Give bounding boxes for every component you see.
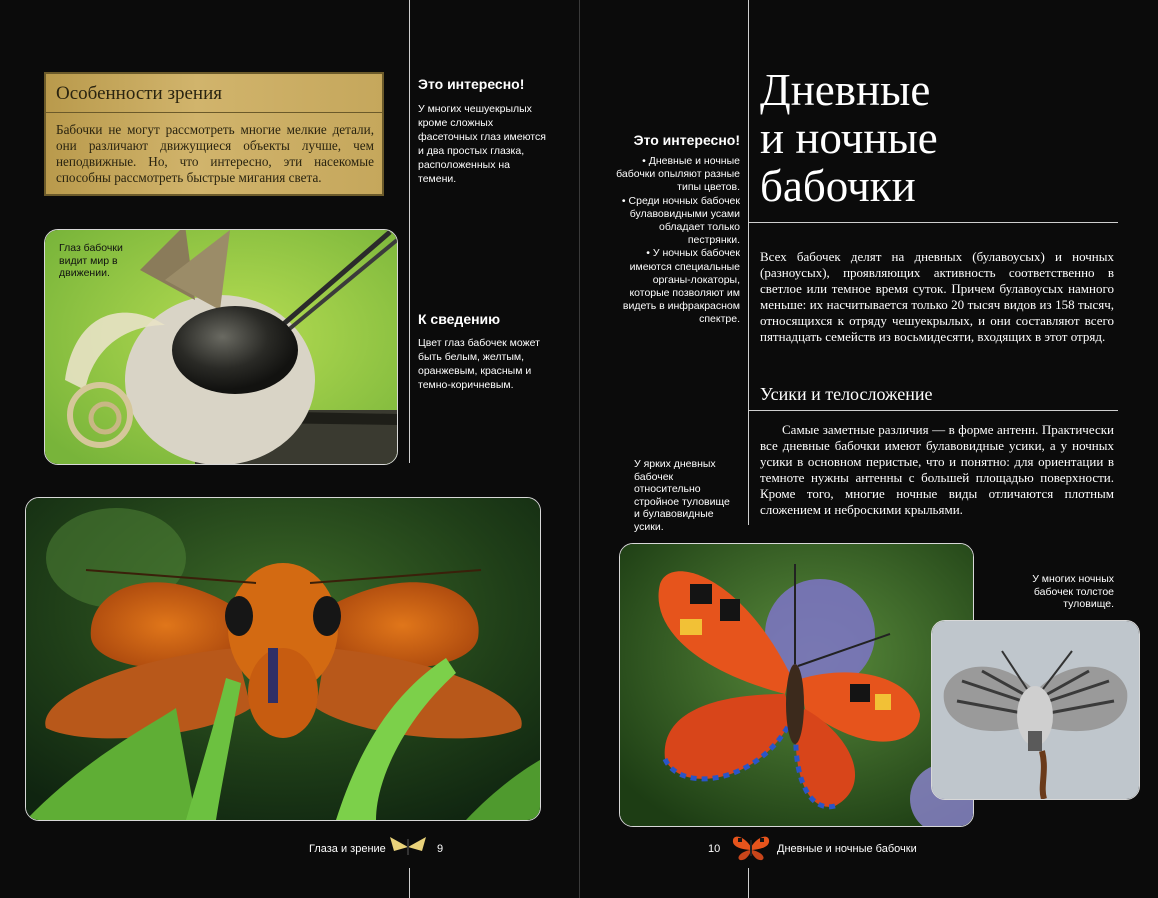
left-footer-title: Глаза и зрение: [309, 843, 386, 855]
subheading-underline: [748, 410, 1118, 411]
intro-paragraph: Всех бабочек делят на дневных (булавоусых) и ночных (разноусых), проявляющих активность соответственно в светлое или темное время суток. Причем булавоусых намного меньше: их насчитывается только 20 тысяч видов из 158 тысяч, относящихся к отряду чешуекрылых, и они составляют всего пятнадцать семейств из восьмидесяти, входящих в этот отряд.: [760, 249, 1114, 344]
spine-line-left: [579, 0, 580, 898]
right-footer-divider: [748, 868, 749, 898]
vision-box-rule: [46, 112, 382, 113]
tortoiseshell-photo: [619, 543, 974, 827]
tortoiseshell-icon: [730, 832, 772, 862]
left-info-heading: К сведению: [418, 311, 501, 327]
vision-box: [44, 72, 384, 196]
swallowtail-icon: [388, 833, 428, 861]
day-butterfly-caption: У ярких дневных бабочек относительно стройное туловище и булавовидные усики.: [634, 458, 730, 533]
vision-box-text: Бабочки не могут рассмотреть многие мелкие детали, они различают движущиеся объекты лучше, чем неподвижные. Но, что интересно, эти насекомые способны рассмотреть быстрые мигания света.: [56, 122, 374, 185]
night-moth-caption: У многих ночных бабочек толстое туловище.: [1032, 573, 1114, 610]
left-info: [418, 311, 540, 392]
body-paragraph: Самые заметные различия — в форме антенн. Практически все дневные бабочки имеют булавовидные усики, а у ночных усики в основном перистые, что и понятно: для ориентации в темноте нужны антенны с большей площадью поверхности. Кроме того, многие ночные виды отличаются плотным сложением и неброскими крыльями.: [760, 422, 1114, 517]
vision-box-title: Особенности зрения: [56, 83, 222, 104]
chapter-title: [760, 66, 938, 210]
chapter-title-line-3: бабочки: [760, 161, 916, 211]
right-title-divider: [748, 0, 749, 525]
right-page-number: 10: [708, 843, 721, 855]
left-info-text: Цвет глаз бабочек может быть белым, желтым, оранжевым, красным и темно-коричневым.: [418, 337, 540, 391]
left-page-divider: [409, 0, 410, 463]
right-footer-title: Дневные и ночные бабочки: [777, 843, 917, 855]
left-interesting-heading: Это интересно!: [418, 76, 525, 92]
moth-photo: [931, 620, 1140, 800]
left-interesting-text: У многих чешуекрылых кроме сложных фасеточных глаз имеются и два простых глазка, расположенных на темени.: [418, 103, 546, 185]
chapter-title-line-2: и ночные: [760, 113, 938, 163]
title-underline: [748, 222, 1118, 223]
orange-skipper-photo: [25, 497, 541, 821]
butterfly-eye-photo: [44, 229, 398, 465]
right-interesting-heading: Это интересно!: [633, 132, 740, 148]
list-item: • Среди ночных бабочек булавовидными усами обладает только пестрянки.: [621, 194, 740, 247]
left-interesting: [418, 76, 546, 186]
right-interesting-list: [612, 155, 740, 327]
chapter-title-line-1: Дневные: [760, 65, 931, 115]
right-interesting: [612, 132, 740, 327]
list-item: • У ночных бабочек имеются специальные органы-локаторы, которые позволяют им видеть в инфракрасном спектре.: [622, 247, 740, 326]
subheading: Усики и телосложение: [760, 384, 933, 404]
list-item: • Дневные и ночные бабочки опыляют разные типы цветов.: [616, 155, 740, 194]
left-footer-divider: [409, 868, 410, 898]
left-page-number: 9: [437, 843, 444, 855]
eye-caption: Глаз бабочки видит мир в движении.: [59, 242, 123, 279]
